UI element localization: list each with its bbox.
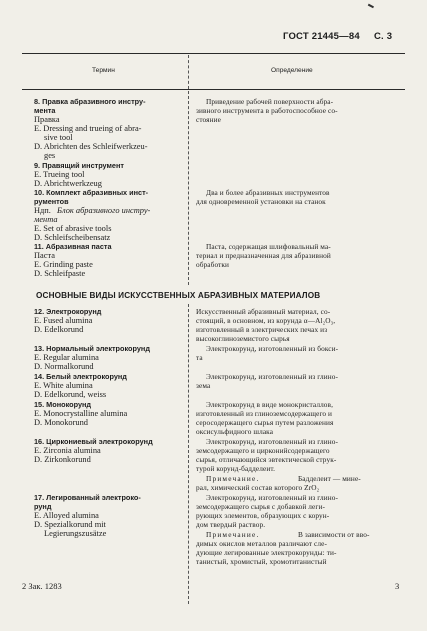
note-16-line1: Бадделеит — мине- [298, 474, 361, 483]
def-16-line3: сырья, отличающийся эвтектической струк- [196, 455, 337, 464]
def-10-line1: Два и более абразивных инструментов [206, 188, 330, 197]
def-12-line3: изготовленный в электрических печах из [196, 325, 328, 334]
term-10-title-cont: рументов [34, 197, 69, 206]
note-16-line2: рал, химический состав которого ZrO₂ [196, 483, 320, 492]
def-11-line1: Паста, содержащая шлифовальный ма- [206, 242, 331, 251]
term-16-title: 16. Циркониевый электрокорунд [34, 437, 153, 446]
def-12-line1: Искусственный абразивный материал, со- [196, 307, 331, 316]
def-17-line4: дом твердый раствор. [196, 520, 266, 529]
term-12-en: E. Fused alumina [34, 316, 93, 325]
term-11-en: E. Grinding paste [34, 260, 93, 269]
table-header-rule [22, 89, 405, 90]
section-title: ОСНОВНЫЕ ВИДЫ ИСКУССТВЕННЫХ АБРАЗИВНЫХ МАТЕРИАЛОВ [36, 291, 321, 300]
def-16-line2: земсодержащего и цирконийсодержащего [196, 446, 330, 455]
def-15-line3: серосодержащего сырья путем разложения [196, 418, 334, 427]
footer-order-number: 2 Зак. 1283 [22, 581, 62, 591]
def-12-line2: стоящий, в основном, из корунда α—Al₂O₃, [196, 316, 336, 325]
page-number-header: С. 3 [374, 31, 393, 42]
column-divider-header [188, 55, 189, 89]
def-16-line1: Электрокорунд, изготовленный из глино- [206, 437, 339, 446]
def-14-line1: Электрокорунд, изготовленный из глино- [206, 372, 339, 381]
term-12-title: 12. Электрокорунд [34, 307, 102, 316]
term-9-de: D. Abrichtwerkzeug [34, 179, 102, 188]
term-8-short: Правка [34, 115, 60, 124]
term-17-title: 17. Легированный электроко- [34, 493, 141, 502]
term-9-en: E. Trueing tool [34, 170, 85, 179]
term-15-title: 15. Монокорунд [34, 400, 92, 409]
def-17-line1: Электрокорунд, изготовленный из глино- [206, 493, 339, 502]
term-8-en: E. Dressing and trueing of abra- [34, 124, 142, 133]
def-12-line4: высокоглиноземистого сырья [196, 334, 290, 343]
note-17-line4: танистый, хромистый, хромотитанистый [196, 557, 327, 566]
term-13-title: 13. Нормальный электрокорунд [34, 344, 150, 353]
note-17-label: Примечание. [206, 530, 260, 539]
term-10-en: E. Set of abrasive tools [34, 224, 112, 233]
column-divider-a [188, 91, 189, 285]
term-14-title: 14. Белый электрокорунд [34, 372, 127, 381]
term-8-de: D. Abrichten des Schleifwerkzeu- [34, 142, 148, 151]
term-13-de: D. Normalkorund [34, 362, 94, 371]
def-15-line4: оксисульфидного шлака [196, 427, 274, 436]
def-17-line3: рующих элементов, образующих с корун- [196, 511, 330, 520]
note-16-label: Примечание. [206, 474, 260, 483]
term-9-title: 9. Правящий инструмент [34, 161, 124, 170]
term-10-de: D. Schleifscheibensatz [34, 233, 111, 242]
table-top-rule [22, 53, 405, 54]
column-header-definition: Определение [271, 67, 313, 74]
def-13-line1: Электрокорунд, изготовленный из бокси- [206, 344, 339, 353]
def-17-line2: земсодержащего сырья с добавкой леги- [196, 502, 326, 511]
term-11-title: 11. Абразивная паста [34, 242, 112, 251]
def-10-line2: для одновременной установки на станок [196, 197, 326, 206]
def-15-line2: изготовленный из глиноземсодержащего и [196, 409, 333, 418]
def-13-line2: та [196, 353, 203, 362]
term-16-de: D. Zirkonkorund [34, 455, 91, 464]
column-divider-b [188, 304, 189, 604]
term-14-en: E. White alumina [34, 381, 93, 390]
note-17-line3: дующие легированные электрокорунды: ти- [196, 548, 337, 557]
term-14-de: D. Edelkorund, weiss [34, 390, 107, 399]
term-17-title-cont: рунд [34, 502, 52, 511]
note-17-line1: В зависимости от вво- [298, 530, 370, 539]
term-15-de: D. Monokorund [34, 418, 88, 427]
page-mark [368, 4, 374, 8]
term-10-ndp-label: Ндп. [34, 206, 51, 215]
term-10-ndp: Блок абразивного инстру- [57, 206, 151, 215]
def-11-line2: териал и предназначенная для абразивной [196, 251, 331, 260]
def-8-line3: стояние [196, 115, 221, 124]
term-11-de: D. Schleifpaste [34, 269, 86, 278]
def-15-line1: Электрокорунд в виде монокристаллов, [206, 400, 334, 409]
def-8-line2: зивного инструмента в работоспособное со- [196, 106, 338, 115]
term-12-de: D. Edelkorund [34, 325, 84, 334]
term-16-en: E. Zirconia alumina [34, 446, 101, 455]
term-10-title: 10. Комплект абразивных инст- [34, 188, 149, 197]
def-11-line3: обработки [196, 260, 230, 269]
term-13-en: E. Regular alumina [34, 353, 99, 362]
term-8-en-cont: sive tool [44, 133, 73, 142]
term-17-de-cont: Legierungszusätze [44, 529, 107, 538]
term-8-title-cont: мента [34, 106, 56, 115]
term-11-short: Паста [34, 251, 55, 260]
def-8-line1: Приведение рабочей поверхности абра- [206, 97, 334, 106]
term-15-en: E. Monocrystalline alumina [34, 409, 128, 418]
def-14-line2: зема [196, 381, 211, 390]
column-header-terms: Термин [92, 67, 115, 74]
standard-number: ГОСТ 21445—84 [283, 31, 360, 42]
def-16-line4: турой корунд-бадделеит. [196, 464, 276, 473]
term-10-ndp-cont: мента [34, 215, 58, 224]
term-17-en: E. Alloyed alumina [34, 511, 99, 520]
term-8-de-cont: ges [44, 151, 56, 160]
footer-page-number: 3 [395, 581, 400, 591]
note-17-line2: димых окислов металлов различают сле- [196, 539, 327, 548]
term-17-de: D. Spezialkorund mit [34, 520, 106, 529]
term-8-title: 8. Правка абразивного инстру- [34, 97, 146, 106]
